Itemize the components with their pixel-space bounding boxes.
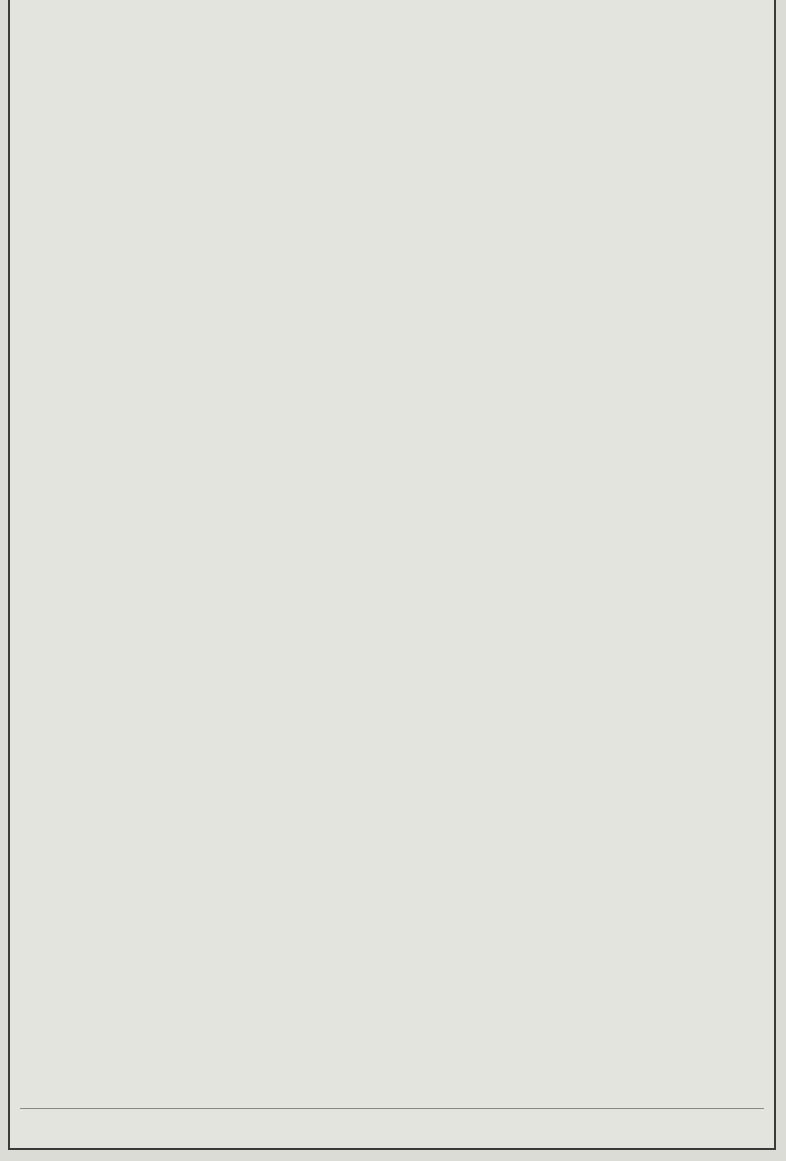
- footer-divider: [20, 1108, 764, 1109]
- notice-footer: [40, 1114, 766, 1144]
- notice-text-block: [32, 6, 774, 1104]
- notice-frame: [8, 0, 776, 1150]
